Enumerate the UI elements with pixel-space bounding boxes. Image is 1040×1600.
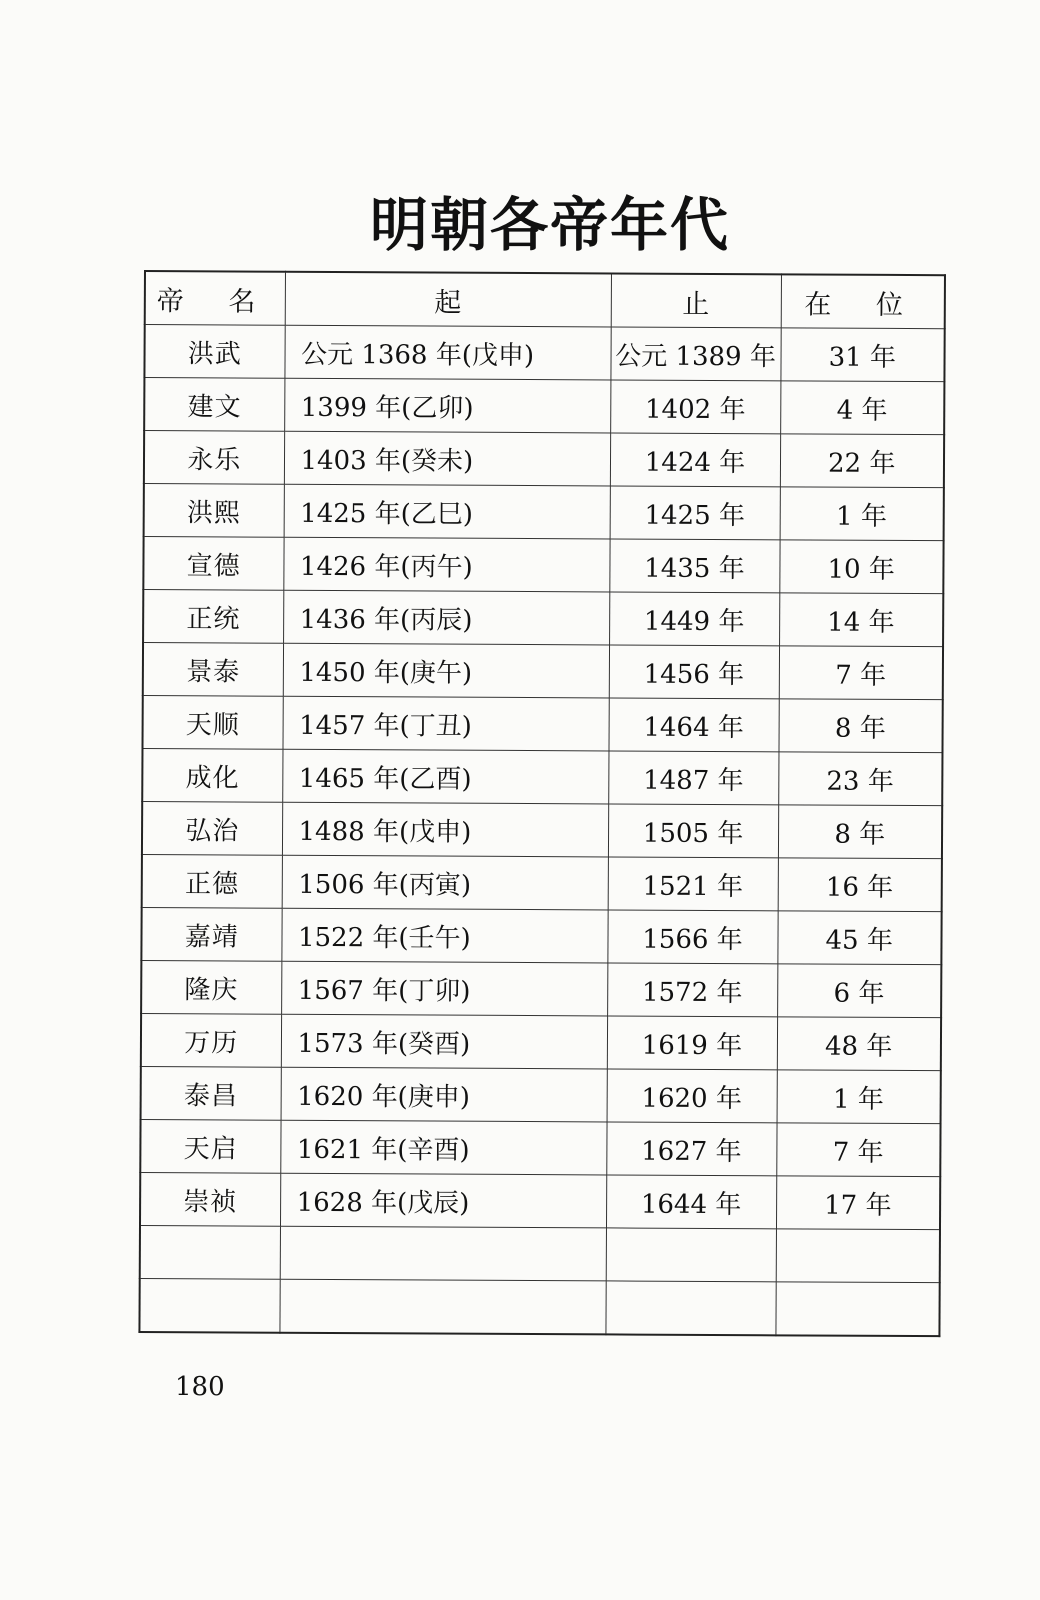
table-row [144, 378, 944, 435]
cell-name: 宣德 [143, 537, 283, 591]
cell-start: 1436 年(丙辰) [283, 590, 609, 645]
cell-reign: 7 年 [776, 1123, 940, 1177]
cell-reign: 7 年 [779, 646, 943, 700]
table-row [141, 907, 941, 964]
cell-end: 1402 年 [610, 380, 780, 434]
cell-name: 嘉靖 [141, 907, 281, 961]
header-start: 起 [285, 272, 611, 327]
cell-reign: 4 年 [780, 381, 944, 435]
cell-name: 永乐 [144, 431, 284, 485]
empty-cell [139, 1278, 279, 1332]
cell-start: 1450 年(庚午) [283, 643, 609, 698]
cell-reign: 48 年 [777, 1017, 941, 1071]
empty-cell [605, 1281, 775, 1335]
cell-name: 隆庆 [141, 960, 281, 1014]
empty-cell [279, 1279, 605, 1334]
cell-name: 洪熙 [144, 484, 284, 538]
cell-start: 1425 年(乙巳) [284, 484, 610, 539]
table-row [141, 1066, 941, 1123]
empty-cell [140, 1225, 280, 1279]
cell-end: 1566 年 [607, 910, 777, 964]
cell-start: 1620 年(庚申) [281, 1067, 607, 1122]
table-row [141, 960, 941, 1017]
cell-name: 洪武 [144, 325, 284, 379]
cell-end: 1424 年 [610, 433, 780, 487]
cell-start: 1465 年(乙酉) [282, 749, 608, 804]
empty-cell [606, 1228, 776, 1282]
table-row [142, 695, 942, 752]
cell-start: 1567 年(丁卯) [281, 961, 607, 1016]
table-row [143, 590, 943, 647]
cell-reign: 10 年 [779, 540, 943, 594]
cell-end: 1619 年 [607, 1016, 777, 1070]
cell-name: 建文 [144, 378, 284, 432]
table-row [142, 748, 942, 805]
cell-start: 1573 年(癸酉) [281, 1014, 607, 1069]
cell-end: 1620 年 [607, 1069, 777, 1123]
cell-name: 成化 [142, 748, 282, 802]
cell-end: 1464 年 [608, 698, 778, 752]
cell-start: 1628 年(戊辰) [280, 1173, 606, 1228]
cell-name: 正统 [143, 590, 283, 644]
cell-end: 1449 年 [609, 592, 779, 646]
emperor-table-container [138, 270, 944, 1337]
cell-name: 泰昌 [141, 1066, 281, 1120]
header-reign: 在 位 [781, 274, 945, 328]
empty-row [139, 1278, 939, 1336]
table-row [141, 1013, 941, 1070]
empty-row [140, 1225, 940, 1282]
cell-reign: 8 年 [778, 805, 942, 859]
cell-reign: 6 年 [777, 964, 941, 1018]
cell-reign: 8 年 [778, 699, 942, 753]
cell-start: 1426 年(丙午) [283, 537, 609, 592]
header-name: 帝 名 [145, 271, 285, 325]
page-title: 明朝各帝年代 [369, 191, 730, 259]
cell-name: 弘治 [142, 801, 282, 855]
cell-start: 1522 年(壬午) [281, 908, 607, 963]
cell-end: 公元 1389 年 [610, 327, 780, 381]
table-row [142, 854, 942, 911]
cell-start: 公元 1368 年(戊申) [284, 325, 610, 380]
cell-end: 1435 年 [609, 539, 779, 593]
cell-reign: 16 年 [778, 858, 942, 912]
table-row [143, 643, 943, 700]
table-body [139, 325, 944, 1337]
cell-reign: 14 年 [779, 593, 943, 647]
cell-name: 天顺 [142, 695, 282, 749]
cell-reign: 31 年 [780, 328, 944, 382]
cell-name: 正德 [142, 854, 282, 908]
empty-cell [775, 1282, 939, 1336]
cell-reign: 1 年 [777, 1070, 941, 1124]
header-end: 止 [611, 273, 781, 327]
cell-name: 景泰 [143, 643, 283, 697]
cell-reign: 1 年 [780, 487, 944, 541]
cell-start: 1506 年(丙寅) [282, 855, 608, 910]
table-header-row [145, 271, 945, 329]
empty-cell [776, 1229, 940, 1283]
cell-reign: 22 年 [780, 434, 944, 488]
cell-end: 1456 年 [609, 645, 779, 699]
emperor-table [138, 270, 946, 1337]
table-row [140, 1172, 940, 1229]
table-row [142, 801, 942, 858]
cell-start: 1621 年(辛酉) [280, 1120, 606, 1175]
cell-reign: 23 年 [778, 752, 942, 806]
cell-end: 1572 年 [607, 963, 777, 1017]
table-row [140, 1119, 940, 1176]
cell-reign: 17 年 [776, 1176, 940, 1230]
table-row [144, 484, 944, 541]
cell-start: 1399 年(乙卯) [284, 378, 610, 433]
cell-name: 崇祯 [140, 1172, 280, 1226]
cell-end: 1521 年 [608, 857, 778, 911]
cell-reign: 45 年 [777, 911, 941, 965]
cell-end: 1644 年 [606, 1175, 776, 1229]
empty-cell [280, 1226, 606, 1281]
table-row [144, 325, 944, 382]
cell-name: 万历 [141, 1013, 281, 1067]
table-row [143, 537, 943, 594]
cell-end: 1505 年 [608, 804, 778, 858]
page-number: 180 [175, 1372, 225, 1402]
cell-start: 1488 年(戊申) [282, 802, 608, 857]
cell-end: 1487 年 [608, 751, 778, 805]
cell-start: 1403 年(癸未) [284, 431, 610, 486]
cell-name: 天启 [140, 1119, 280, 1173]
cell-start: 1457 年(丁丑) [282, 696, 608, 751]
cell-end: 1425 年 [610, 486, 780, 540]
cell-end: 1627 年 [606, 1122, 776, 1176]
table-row [144, 431, 944, 488]
